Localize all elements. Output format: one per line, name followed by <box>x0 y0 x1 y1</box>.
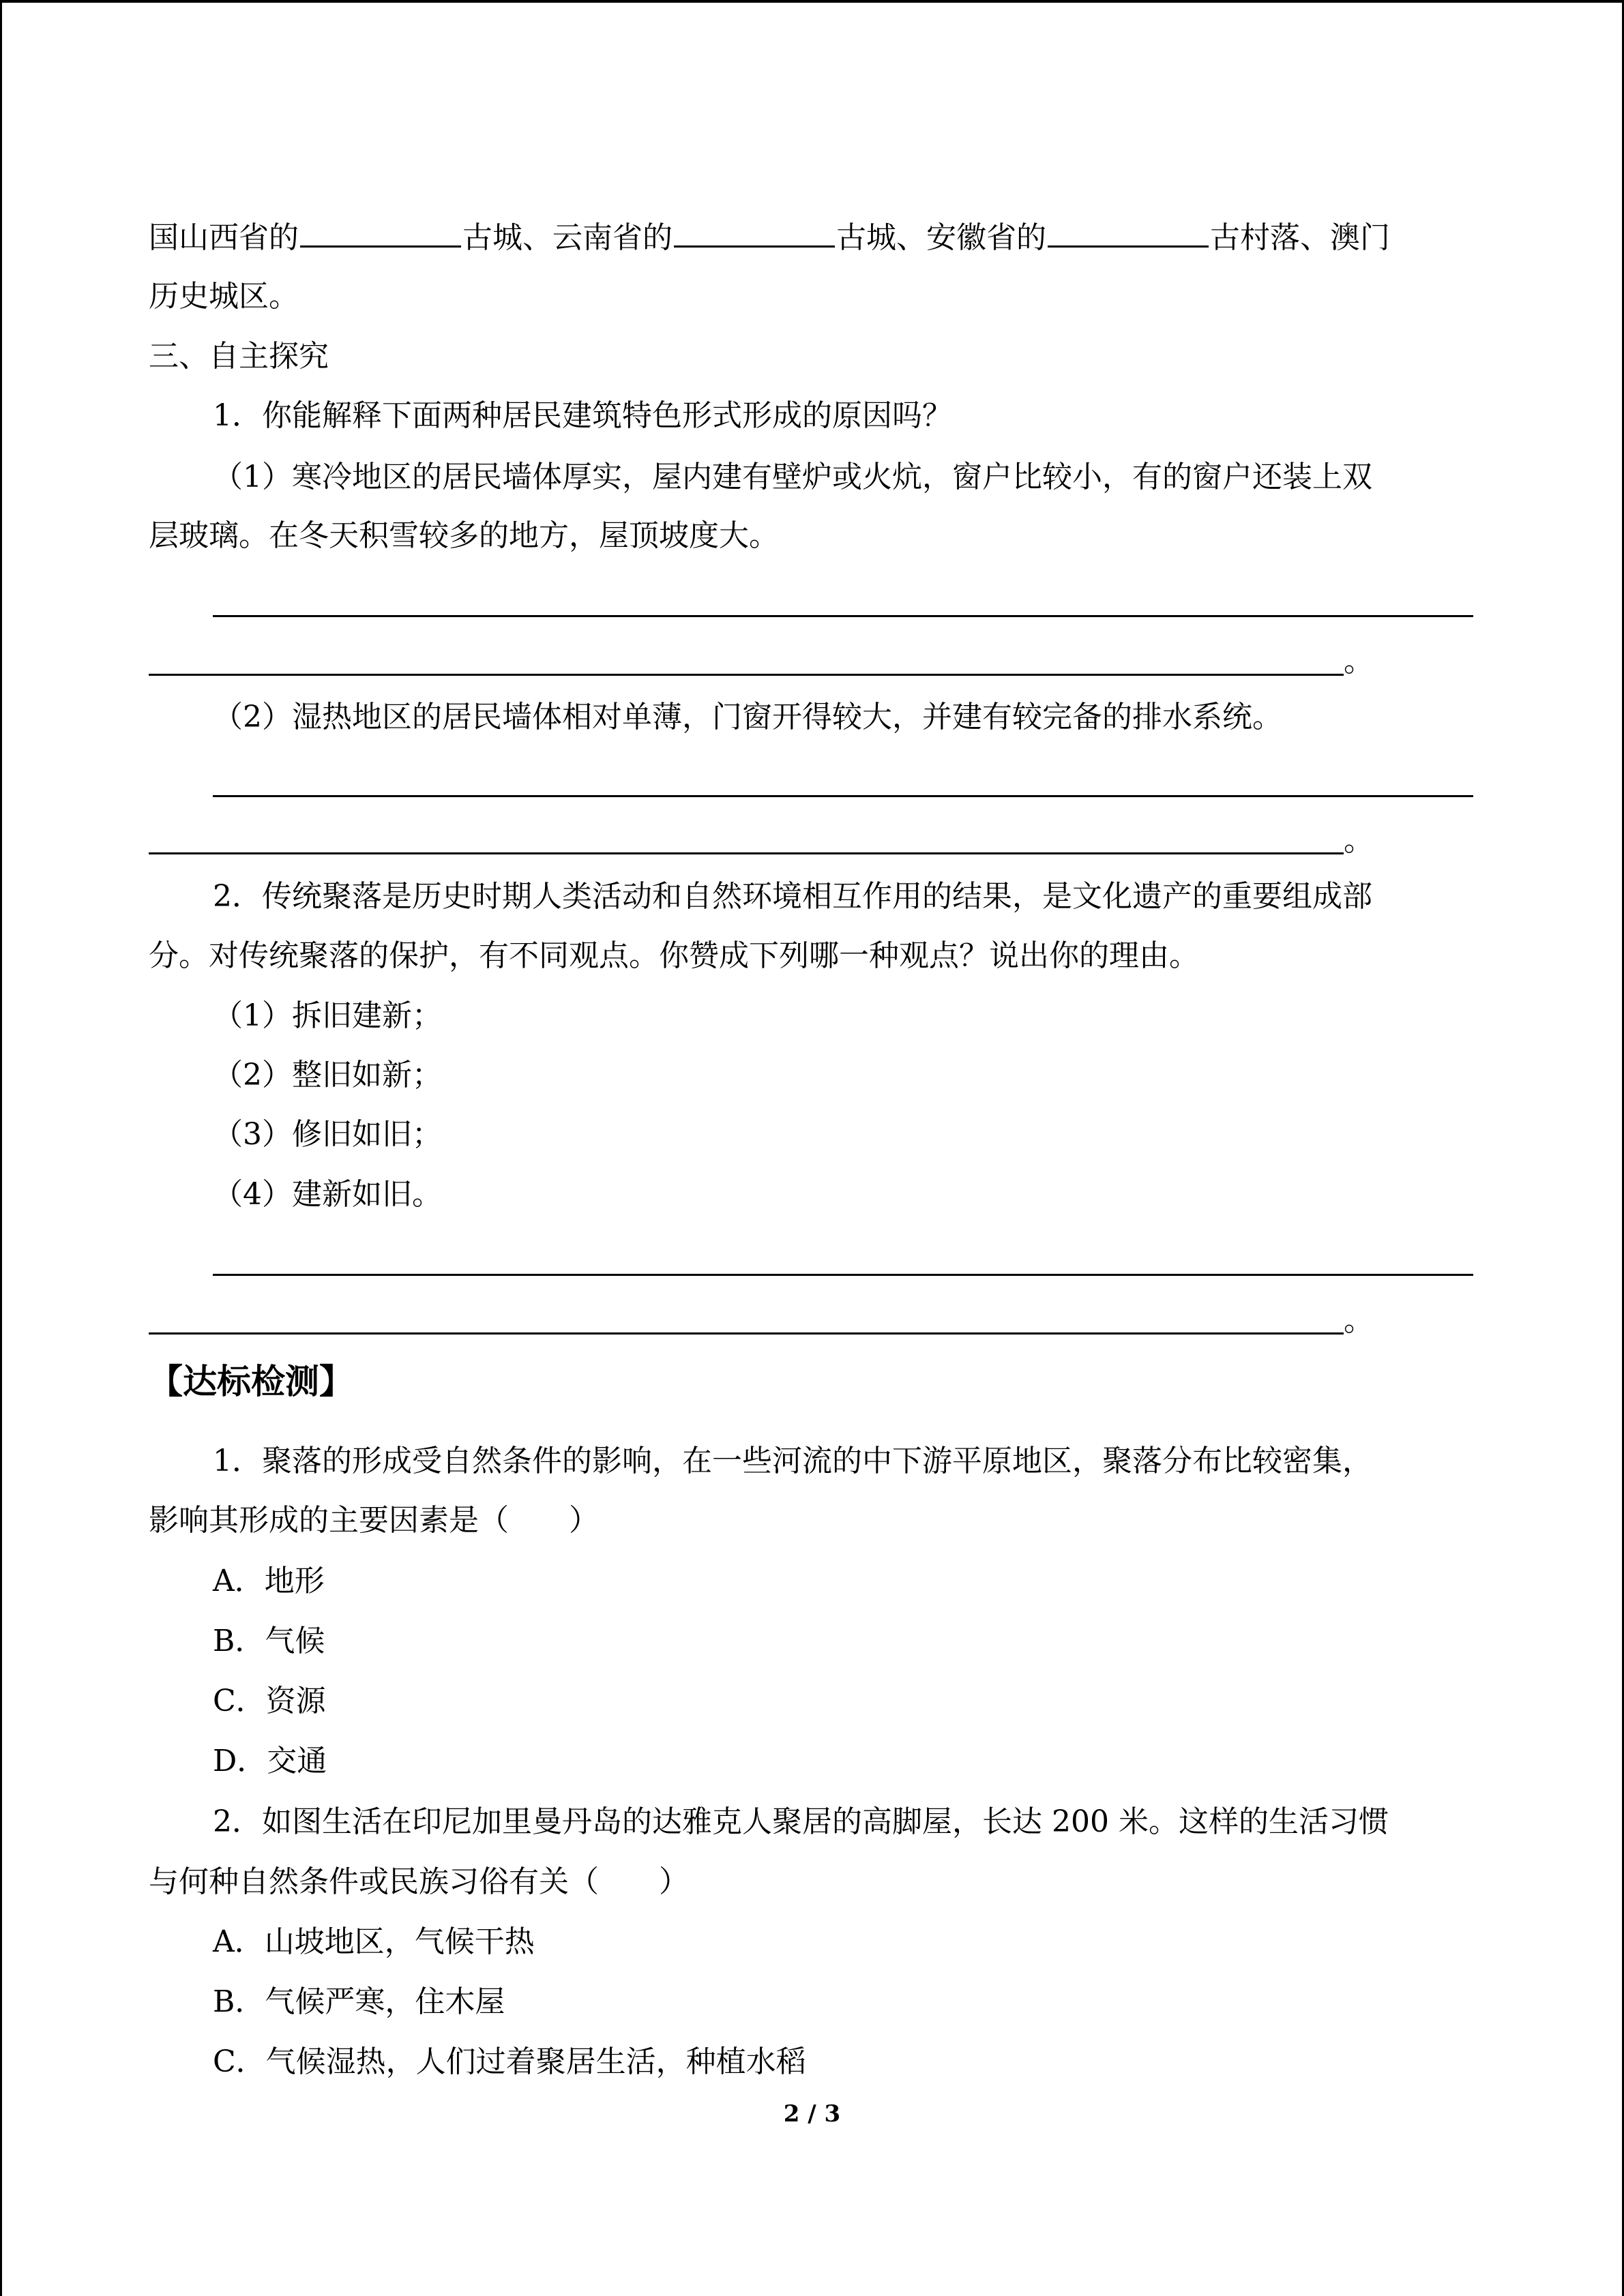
section-title-explore: 三、自主探究 <box>149 339 329 374</box>
test-question-2-line-2: 与何种自然条件或民族习俗有关（ ） <box>149 1864 689 1899</box>
viewpoint-option-4: （4）建新如旧。 <box>213 1177 442 1212</box>
viewpoint-option-2: （2）整旧如新； <box>213 1058 442 1092</box>
question-1-1-line-1: （1）寒冷地区的居民墙体厚实，屋内建有壁炉或火炕，窗户比较小，有的窗户还装上双 <box>213 460 1372 494</box>
question-1-2: （2）湿热地区的居民墙体相对单薄，门窗开得较大，并建有较完备的排水系统。 <box>213 700 1282 734</box>
page-left-border <box>0 0 2 2296</box>
page-number: 2 / 3 <box>783 2100 841 2128</box>
test-q2-option-b[interactable]: B．气候严寒，住木屋 <box>213 1984 505 2019</box>
answer-end-mark: 。 <box>1344 1303 1374 1338</box>
blank-shanxi[interactable] <box>300 215 461 248</box>
intro-line-2: 历史城区。 <box>149 279 299 314</box>
intro-text-b: 古城、云南省的 <box>462 220 673 255</box>
intro-line-1 <box>149 215 1390 258</box>
answer-line[interactable] <box>213 1274 1473 1276</box>
question-2-line-1: 2．传统聚落是历史时期人类活动和自然环境相互作用的结果，是文化遗产的重要组成部 <box>213 879 1372 914</box>
test-question-2-line-1: 2．如图生活在印尼加里曼丹岛的达雅克人聚居的高脚屋，长达 200 米。这样的生活习惯 <box>213 1804 1389 1839</box>
intro-text-d: 古村落、澳门 <box>1210 220 1390 255</box>
blank-anhui[interactable] <box>1048 215 1209 248</box>
intro-text-c: 古城、安徽省的 <box>836 220 1046 255</box>
question-2-line-2: 分。对传统聚落的保护，有不同观点。你赞成下列哪一种观点？说出你的理由。 <box>149 938 1199 973</box>
test-q1-option-d[interactable]: D．交通 <box>213 1744 327 1778</box>
intro-text-a: 国山西省的 <box>149 220 299 255</box>
test-q2-option-c[interactable]: C．气候湿热，人们过着聚居生活，种植水稻 <box>213 2044 806 2079</box>
answer-line[interactable] <box>149 852 1344 854</box>
answer-line[interactable] <box>213 615 1473 617</box>
viewpoint-option-3: （3）修旧如旧； <box>213 1117 442 1152</box>
test-q1-option-a[interactable]: A．地形 <box>213 1564 325 1598</box>
section-title-test: 【达标检测】 <box>149 1361 353 1401</box>
blank-yunnan[interactable] <box>674 215 835 248</box>
viewpoint-option-1: （1）拆旧建新； <box>213 998 442 1033</box>
test-q2-option-a[interactable]: A．山坡地区，气候干热 <box>213 1924 535 1959</box>
test-question-1-line-2: 影响其形成的主要因素是（ ） <box>149 1503 599 1538</box>
question-1-1-line-2: 层玻璃。在冬天积雪较多的地方，屋顶坡度大。 <box>149 518 779 553</box>
test-q1-option-c[interactable]: C．资源 <box>213 1684 326 1718</box>
test-q1-option-b[interactable]: B．气候 <box>213 1624 325 1658</box>
answer-end-mark: 。 <box>1344 644 1374 679</box>
answer-end-mark: 。 <box>1344 823 1374 858</box>
test-question-1-line-1: 1．聚落的形成受自然条件的影响，在一些河流的中下游平原地区，聚落分布比较密集， <box>213 1444 1372 1478</box>
page-top-border <box>0 0 1624 3</box>
answer-line[interactable] <box>213 795 1473 797</box>
answer-line[interactable] <box>149 1332 1344 1335</box>
question-1: 1．你能解释下面两种居民建筑特色形式形成的原因吗？ <box>213 398 952 433</box>
answer-line[interactable] <box>149 674 1344 676</box>
